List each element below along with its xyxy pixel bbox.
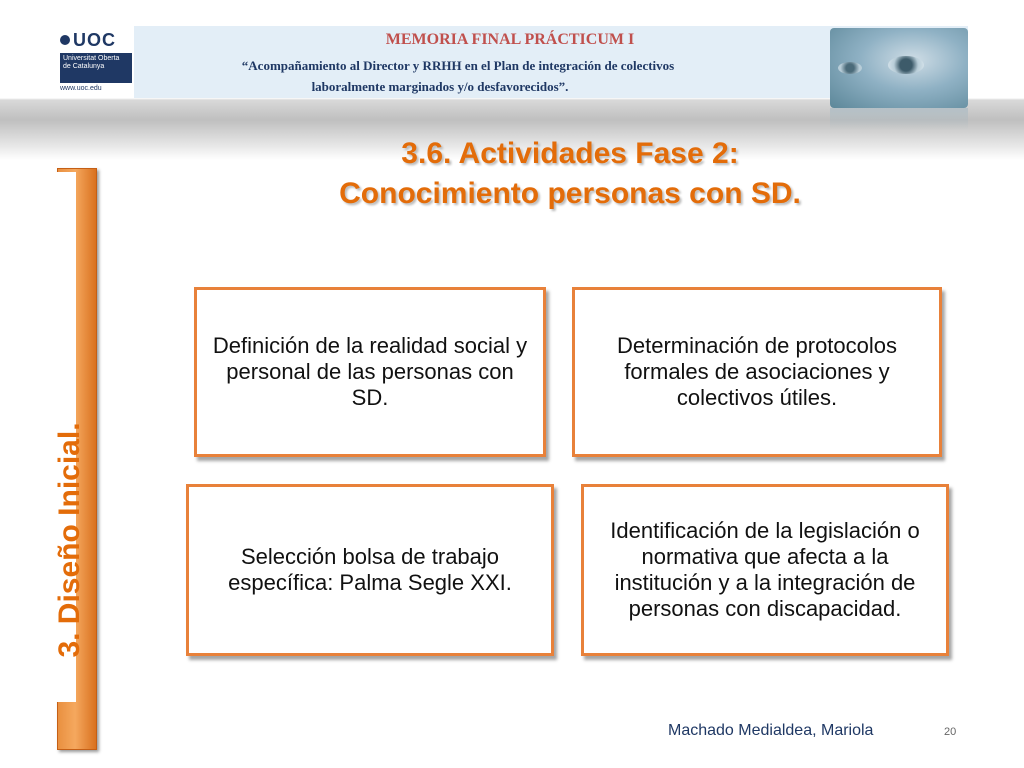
footer-author: Machado Medialdea, Mariola	[668, 722, 874, 739]
photo-reflection	[830, 108, 968, 130]
section-label: 3. Diseño Inicial.	[53, 422, 86, 658]
logo-url: www.uoc.edu	[60, 85, 102, 92]
header-subtitle-line2: laboralmente marginados y/o desfavorecidos”.	[311, 79, 569, 94]
uoc-logo	[58, 26, 134, 98]
header-subtitle-line1: “Acompañamiento al Director y RRHH en el Plan de integración de colectivos	[241, 58, 675, 73]
header-title: MEMORIA FINAL PRÁCTICUM I	[385, 31, 635, 48]
page-number: 20	[944, 726, 957, 738]
logo-dot-icon	[60, 35, 70, 45]
logo-subtitle: Universitat Oberta de Catalunya	[60, 53, 132, 83]
logo-name: UOC	[73, 29, 116, 50]
slide-title	[240, 134, 900, 214]
activity-card: Determinación de protocolos formales de asociaciones y colectivos útiles.	[572, 287, 942, 457]
activity-card: Definición de la realidad social y personal de las personas con SD.	[194, 287, 546, 457]
slide-title-line2: Conocimiento personas con SD.	[339, 177, 801, 210]
activity-card: Selección bolsa de trabajo específica: Palma Segle XXI.	[186, 484, 554, 656]
slide-title-line1: 3.6. Actividades Fase 2:	[401, 137, 739, 170]
eye-image	[838, 62, 862, 74]
activity-card: Identificación de la legislación o normativa que afecta a la institución y a la integración de personas con discapacidad.	[581, 484, 949, 656]
header-photo	[830, 28, 968, 108]
eye-image	[888, 56, 924, 74]
